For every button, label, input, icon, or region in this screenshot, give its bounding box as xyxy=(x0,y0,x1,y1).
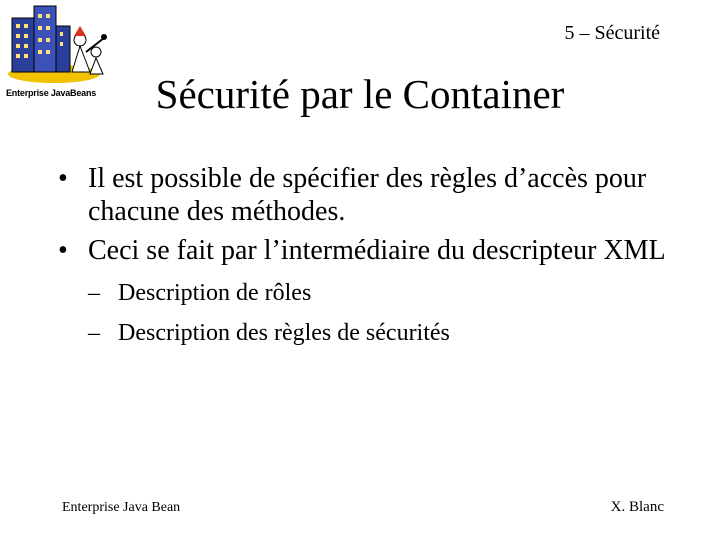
sub-bullet-item xyxy=(88,273,678,313)
dash-icon: – xyxy=(88,280,100,306)
bullet-list xyxy=(58,162,678,359)
sub-bullet-text: Description de rôles xyxy=(118,280,312,306)
bullet-item xyxy=(58,234,678,353)
sub-bullet-item xyxy=(88,313,678,353)
section-label: 5 – Sécurité xyxy=(564,22,660,44)
sub-bullet-list xyxy=(88,273,678,353)
bullet-item xyxy=(58,162,678,228)
dash-icon: – xyxy=(88,320,100,346)
slide-title xyxy=(0,70,720,118)
bullet-text: Il est possible de spécifier des règles d’accès pour chacune des méthodes. xyxy=(88,163,647,227)
bullet-icon: • xyxy=(58,163,68,194)
bullet-icon: • xyxy=(58,235,68,266)
logo-text: Enterprise JavaBeans xyxy=(6,88,97,98)
slide-title-text: Sécurité par le Container xyxy=(155,71,565,117)
footer-course-name: Enterprise Java Bean xyxy=(62,500,181,515)
footer-author: X. Blanc xyxy=(610,499,664,515)
sub-bullet-text: Description des règles de sécurités xyxy=(118,320,450,346)
bullet-text: Ceci se fait par l’intermédiaire du descripteur XML xyxy=(88,235,666,266)
